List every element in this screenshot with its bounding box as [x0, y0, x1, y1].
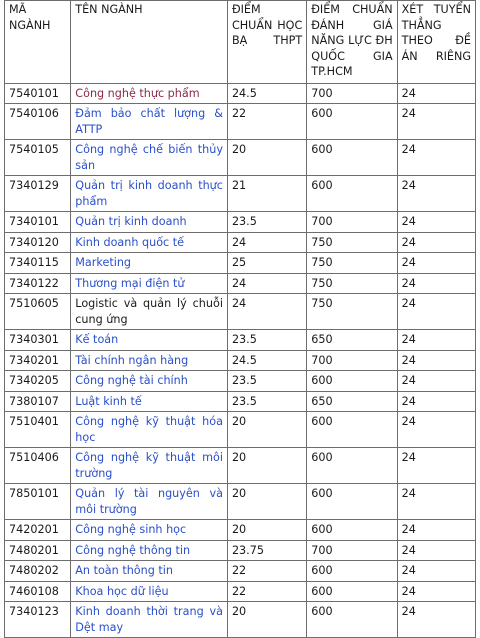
cell-hoc-ba-score: 24 — [227, 294, 306, 330]
cell-dgnl-score: 600 — [307, 448, 397, 484]
cell-dgnl-score: 600 — [307, 371, 397, 392]
cell-dgnl-score: 600 — [307, 104, 397, 140]
cell-major-name[interactable]: Đảm bảo chất lượng & ATTP — [71, 104, 228, 140]
table-row — [5, 330, 476, 351]
cell-major-name[interactable]: Công nghệ tài chính — [71, 371, 228, 392]
table-row — [5, 520, 476, 541]
cell-code: 7340120 — [5, 232, 71, 253]
cell-major-name[interactable]: Quản lý tài nguyên và môi trường — [71, 484, 228, 520]
table-row — [5, 561, 476, 582]
cell-code: 7540101 — [5, 83, 71, 104]
cell-dgnl-score: 600 — [307, 140, 397, 176]
cell-dgnl-score: 600 — [307, 484, 397, 520]
cell-code: 7340101 — [5, 212, 71, 233]
header-name: TÊN NGÀNH — [71, 1, 228, 84]
table-row — [5, 212, 476, 233]
cell-hoc-ba-score: 23.75 — [227, 540, 306, 561]
cell-dgnl-score: 650 — [307, 330, 397, 351]
cell-hoc-ba-score: 20 — [227, 448, 306, 484]
header-code: MÃ NGÀNH — [5, 1, 71, 84]
cell-code: 7540105 — [5, 140, 71, 176]
cell-major-name[interactable]: Luật kinh tế — [71, 391, 228, 412]
cell-hoc-ba-score: 23.5 — [227, 330, 306, 351]
cell-major-name[interactable]: Công nghệ sinh học — [71, 520, 228, 541]
admission-score-table — [4, 0, 476, 638]
cell-code: 7850101 — [5, 484, 71, 520]
cell-xet-tuyen-score: 24 — [397, 602, 475, 638]
cell-major-name[interactable]: Công nghệ thực phẩm — [71, 83, 228, 104]
cell-major-name[interactable]: Kinh doanh quốc tế — [71, 232, 228, 253]
cell-hoc-ba-score: 24 — [227, 273, 306, 294]
cell-code: 7340129 — [5, 176, 71, 212]
cell-xet-tuyen-score: 24 — [397, 371, 475, 392]
cell-code: 7510406 — [5, 448, 71, 484]
cell-xet-tuyen-score: 24 — [397, 350, 475, 371]
cell-major-name[interactable]: Kinh doanh thời trang và Dệt may — [71, 602, 228, 638]
cell-major-name[interactable]: Công nghệ kỹ thuật hóa học — [71, 412, 228, 448]
cell-dgnl-score: 600 — [307, 412, 397, 448]
cell-dgnl-score: 700 — [307, 350, 397, 371]
cell-major-name[interactable]: Kế toán — [71, 330, 228, 351]
cell-xet-tuyen-score: 24 — [397, 83, 475, 104]
table-row — [5, 140, 476, 176]
cell-hoc-ba-score: 20 — [227, 520, 306, 541]
cell-code: 7340205 — [5, 371, 71, 392]
cell-hoc-ba-score: 22 — [227, 561, 306, 582]
table-row — [5, 540, 476, 561]
cell-xet-tuyen-score: 24 — [397, 391, 475, 412]
cell-major-name[interactable]: Công nghệ kỹ thuật môi trường — [71, 448, 228, 484]
cell-code: 7510401 — [5, 412, 71, 448]
cell-major-name[interactable]: Công nghệ chế biến thủy sản — [71, 140, 228, 176]
cell-xet-tuyen-score: 24 — [397, 448, 475, 484]
table-row — [5, 412, 476, 448]
cell-dgnl-score: 750 — [307, 273, 397, 294]
cell-major-name[interactable]: An toàn thông tin — [71, 561, 228, 582]
cell-xet-tuyen-score: 24 — [397, 294, 475, 330]
table-row — [5, 602, 476, 638]
admission-table-container — [4, 0, 476, 638]
cell-hoc-ba-score: 20 — [227, 484, 306, 520]
cell-major-name[interactable]: Thương mại điện tử — [71, 273, 228, 294]
cell-hoc-ba-score: 24.5 — [227, 83, 306, 104]
cell-major-name[interactable]: Công nghệ thông tin — [71, 540, 228, 561]
cell-code: 7540106 — [5, 104, 71, 140]
cell-code: 7480202 — [5, 561, 71, 582]
cell-xet-tuyen-score: 24 — [397, 104, 475, 140]
cell-xet-tuyen-score: 24 — [397, 412, 475, 448]
cell-hoc-ba-score: 25 — [227, 253, 306, 274]
cell-dgnl-score: 600 — [307, 176, 397, 212]
table-row — [5, 371, 476, 392]
cell-code: 7340123 — [5, 602, 71, 638]
cell-dgnl-score: 750 — [307, 232, 397, 253]
cell-xet-tuyen-score: 24 — [397, 540, 475, 561]
cell-xet-tuyen-score: 24 — [397, 176, 475, 212]
cell-code: 7480201 — [5, 540, 71, 561]
cell-dgnl-score: 600 — [307, 581, 397, 602]
table-body — [5, 83, 476, 638]
cell-hoc-ba-score: 23.5 — [227, 391, 306, 412]
cell-code: 7340115 — [5, 253, 71, 274]
cell-dgnl-score: 600 — [307, 602, 397, 638]
header-dgnl: ĐIỂM CHUẨN ĐÁNH GIÁ NĂNG LỰC ĐH QUỐC GIA TP.HCM — [307, 1, 397, 84]
cell-dgnl-score: 650 — [307, 391, 397, 412]
cell-dgnl-score: 600 — [307, 561, 397, 582]
header-hoc-ba: ĐIỂM CHUẨN HỌC BẠ THPT — [227, 1, 306, 84]
table-row — [5, 273, 476, 294]
cell-dgnl-score: 700 — [307, 212, 397, 233]
cell-code: 7420201 — [5, 520, 71, 541]
cell-major-name[interactable]: Quản trị kinh doanh — [71, 212, 228, 233]
cell-dgnl-score: 700 — [307, 540, 397, 561]
cell-dgnl-score: 750 — [307, 253, 397, 274]
cell-hoc-ba-score: 24 — [227, 232, 306, 253]
cell-hoc-ba-score: 23.5 — [227, 212, 306, 233]
cell-xet-tuyen-score: 24 — [397, 330, 475, 351]
cell-code: 7340201 — [5, 350, 71, 371]
cell-xet-tuyen-score: 24 — [397, 520, 475, 541]
table-row — [5, 581, 476, 602]
table-row — [5, 253, 476, 274]
header-xet-tuyen: XÉT TUYỂN THẲNG THEO ĐỀ ÁN RIÊNG — [397, 1, 475, 84]
cell-hoc-ba-score: 24.5 — [227, 350, 306, 371]
cell-xet-tuyen-score: 24 — [397, 253, 475, 274]
cell-code: 7340122 — [5, 273, 71, 294]
cell-hoc-ba-score: 20 — [227, 602, 306, 638]
cell-code: 7380107 — [5, 391, 71, 412]
cell-dgnl-score: 700 — [307, 83, 397, 104]
cell-major-name[interactable]: Tài chính ngân hàng — [71, 350, 228, 371]
cell-hoc-ba-score: 23.5 — [227, 371, 306, 392]
table-row — [5, 350, 476, 371]
table-row — [5, 104, 476, 140]
cell-xet-tuyen-score: 24 — [397, 561, 475, 582]
cell-hoc-ba-score: 20 — [227, 140, 306, 176]
table-row — [5, 294, 476, 330]
cell-major-name[interactable]: Quản trị kinh doanh thực phẩm — [71, 176, 228, 212]
cell-xet-tuyen-score: 24 — [397, 273, 475, 294]
cell-code: 7510605 — [5, 294, 71, 330]
cell-hoc-ba-score: 21 — [227, 176, 306, 212]
table-row — [5, 391, 476, 412]
table-header-row — [5, 1, 476, 84]
cell-xet-tuyen-score: 24 — [397, 212, 475, 233]
table-row — [5, 83, 476, 104]
cell-xet-tuyen-score: 24 — [397, 484, 475, 520]
cell-major-name[interactable]: Khoa học dữ liệu — [71, 581, 228, 602]
cell-code: 7340301 — [5, 330, 71, 351]
cell-major-name: Logistic và quản lý chuỗi cung ứng — [71, 294, 228, 330]
cell-xet-tuyen-score: 24 — [397, 581, 475, 602]
cell-hoc-ba-score: 20 — [227, 412, 306, 448]
table-row — [5, 484, 476, 520]
table-row — [5, 176, 476, 212]
cell-xet-tuyen-score: 24 — [397, 232, 475, 253]
cell-hoc-ba-score: 22 — [227, 104, 306, 140]
cell-xet-tuyen-score: 24 — [397, 140, 475, 176]
table-row — [5, 448, 476, 484]
table-row — [5, 232, 476, 253]
cell-dgnl-score: 600 — [307, 520, 397, 541]
cell-major-name[interactable]: Marketing — [71, 253, 228, 274]
cell-code: 7460108 — [5, 581, 71, 602]
cell-dgnl-score: 750 — [307, 294, 397, 330]
cell-hoc-ba-score: 22 — [227, 581, 306, 602]
